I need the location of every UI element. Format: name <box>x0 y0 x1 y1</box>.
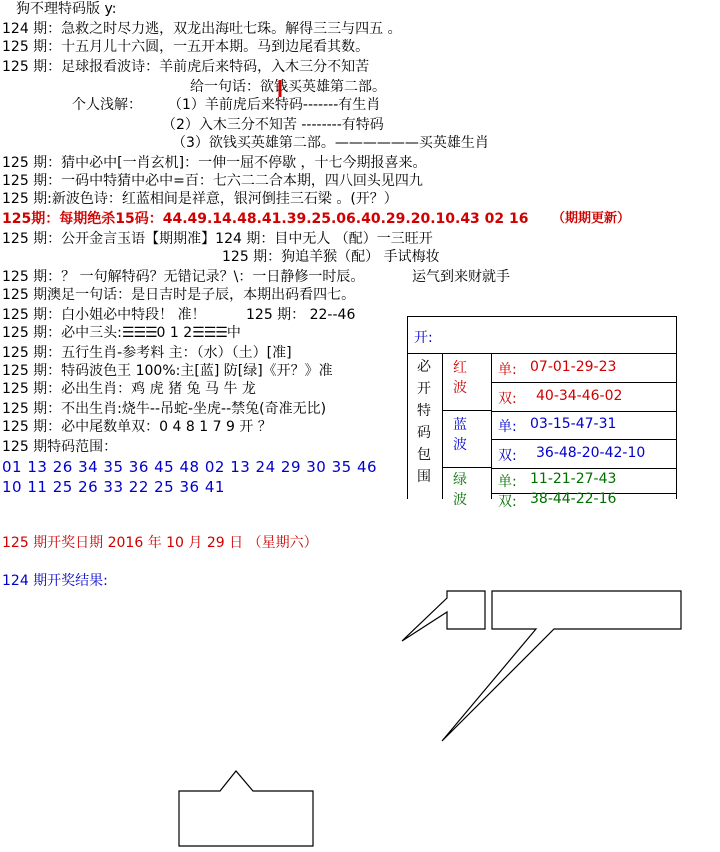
red-single-value: 07-01-29-23 <box>530 359 617 375</box>
range-line-2: 10 11 25 26 33 22 25 36 41 <box>2 478 225 496</box>
line-125-q: 125 期特码范围： <box>2 439 118 455</box>
line-125-c: 125 期：猜中必中[一肖玄机]：一伸一屈不停歇 ，十七今期报喜来。 <box>2 155 427 171</box>
green-double-value: 38-44-22-16 <box>530 491 617 507</box>
blue-single-value: 03-15-47-31 <box>530 416 617 432</box>
kill-line: 125期：每期绝杀15码：44.49.14.48.41.39.25.06.40.29.20.10.43 02 16 <box>2 211 529 227</box>
k-bars-1: ☰☰☰ <box>121 325 157 341</box>
line-125-a: 125 期：十五月儿十六圆，一五开本期。马到边尾看其数。 <box>2 39 370 55</box>
green-double-label: 双: <box>498 494 517 510</box>
page-title: 狗不理特码版 y: <box>16 1 117 17</box>
k-end: 中 <box>226 325 241 341</box>
result-label: 124 期开奖结果: <box>2 573 108 589</box>
wave-red-label: 红波 <box>453 360 467 396</box>
line-125-b: 125 期：足球报看波诗：羊前虎后来特码，入木三分不知苦 <box>2 59 370 75</box>
line-125-h2: 运气到来财就手 <box>412 269 510 285</box>
k-digits: 0 1 2 <box>156 325 193 341</box>
green-single-label: 单: <box>498 474 517 490</box>
bottom-box <box>179 771 313 846</box>
range-line-1: 01 13 26 34 35 36 45 48 02 13 24 29 30 35 46 <box>2 458 378 476</box>
side-label-text: 必开特码包围 <box>417 359 431 485</box>
line-125-l: 125 期：五行生肖-参考料 主：（水）（土）[准] <box>2 345 292 361</box>
line-125-d: 125 期：一码中特猜中必中=百：七六二二合本期，四八回头见四九 <box>2 173 423 189</box>
personal-3: （3）欲钱买英雄第二部。——————买英雄生肖 <box>172 135 489 151</box>
k-bars-2: ☰☰☰ <box>192 325 227 341</box>
line-125-g: 125 期：狗追羊猴（配） 手试梅妆 <box>222 249 440 265</box>
k-prefix: 125 期：必中三头: <box>2 325 122 341</box>
line-125-o: 125 期：不出生肖:烧牛--吊蛇-坐虎--禁兔(奇准无比) <box>2 401 327 417</box>
red-double-value: 40-34-46-02 <box>536 388 623 404</box>
line-125-f: 125 期：公开金言玉语【期期准】124 期：目中无人 （配）一三旺开 <box>2 231 433 247</box>
blue-single-label: 单: <box>498 419 517 435</box>
wave-green-label: 绿波 <box>453 472 467 508</box>
line-125-i: 125 期澳足一句话：是日吉时是子辰，本期出码看四七。 <box>2 287 356 303</box>
line-125-j2: 125 期： 22--46 <box>246 307 356 323</box>
personal-2: （2）入木三分不知苦 --------有特码 <box>162 117 384 133</box>
line-125-n: 125 期：必出生肖：鸡 虎 猪 兔 马 牛 龙 <box>2 381 256 397</box>
personal-1: （1）羊前虎后来特码-------有生肖 <box>168 97 381 113</box>
red-double-label: 双: <box>498 391 517 407</box>
draw-date: 125 期开奖日期 2016 年 10 月 29 日 （星期六） <box>2 535 318 551</box>
personal-label: 个人浅解： <box>72 97 142 113</box>
blue-double-label: 双: <box>498 448 517 464</box>
line-124-poem: 124 期：急救之时尽力逃，双龙出海吐七珠。解得三三与四五 。 <box>2 21 402 37</box>
line-125-e: 125 期:新波色诗：红蓝相间是祥意，银河倒挂三石梁 。(开？） <box>2 191 398 207</box>
callout-box-small <box>402 591 485 641</box>
line-125-m: 125 期：特码波色王 100%:主[蓝] 防[绿]《开？》准 <box>2 363 333 379</box>
line-125-j1: 125 期：白小姐必中特段！ 准！ <box>2 307 206 323</box>
kill-note: （期期更新） <box>552 211 631 226</box>
wave-blue-label: 蓝波 <box>453 417 467 453</box>
gift-line: 给一句话：欲钱买英雄第二部。 <box>190 79 386 95</box>
red-single-label: 单: <box>498 362 517 378</box>
blue-double-value: 36-48-20-42-10 <box>536 445 646 461</box>
line-125-h: 125 期：？ 一句解特码？无错记录？\：一日静修一时辰。 <box>2 269 365 285</box>
line-125-p: 125 期：必中尾数单双：0 4 8 1 7 9 开 ？ <box>2 419 272 435</box>
green-single-value: 11-21-27-43 <box>530 471 617 487</box>
table-header-label: 开: <box>414 330 433 346</box>
